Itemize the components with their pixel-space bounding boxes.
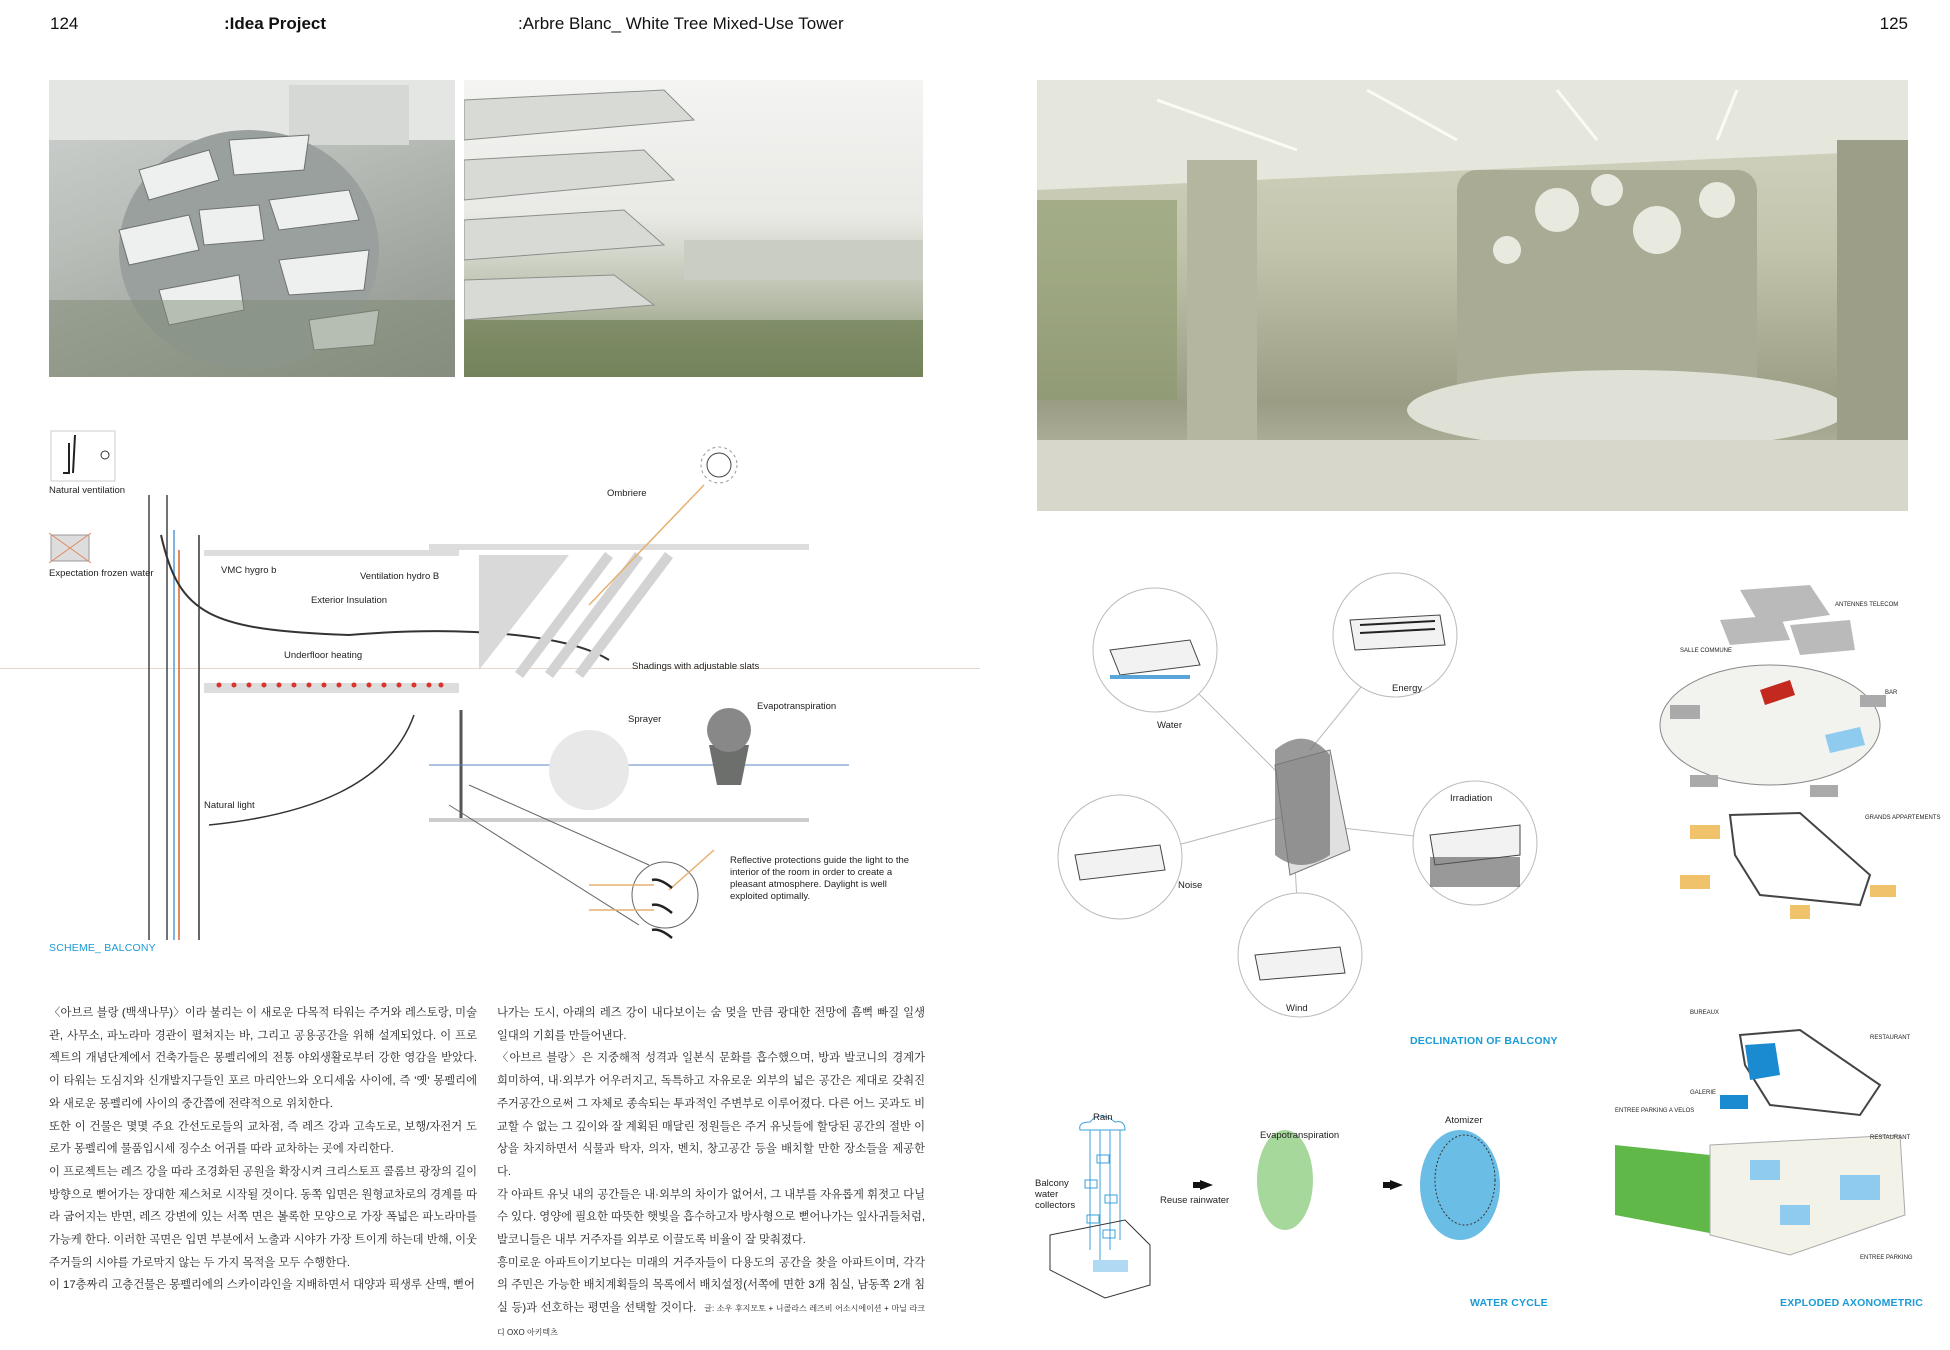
label-bureaux: BUREAUX bbox=[1690, 1010, 1720, 1016]
page-number-right: 125 bbox=[1879, 14, 1908, 33]
label-restaurant-2: RESTAURANT bbox=[1870, 1135, 1911, 1141]
paragraph bbox=[497, 1252, 925, 1345]
declination-caption: DECLINATION OF BALCONY bbox=[1410, 1035, 1558, 1047]
label-energy: Energy bbox=[1392, 683, 1423, 694]
label-natural-ventilation: Natural ventilation bbox=[49, 485, 126, 496]
label-restaurant: RESTAURANT bbox=[1870, 1035, 1911, 1041]
scheme-caption: SCHEME_ BALCONY bbox=[49, 942, 156, 954]
label-reuse: Reuse rainwater bbox=[1160, 1195, 1230, 1206]
author-credit: 글: 소우 후지모토 + 니콜라스 레즈비 어소시에이션 + 마닐 라크디 OXO 아키텍츠 bbox=[497, 1304, 926, 1337]
article-title: :Arbre Blanc_ White Tree Mixed-Use Tower bbox=[518, 14, 844, 33]
water-cycle-caption: WATER CYCLE bbox=[1470, 1297, 1548, 1309]
label-reflective: Reflective protections guide the light to the interior of the room in order to create a pleasant atmosphere. Daylight is well exploited optimally. bbox=[730, 855, 910, 902]
label-galerie: GALERIE bbox=[1690, 1090, 1717, 1096]
scheme-balcony-diagram bbox=[49, 425, 929, 940]
label-entree-velos: ENTREE PARKING A VELOS bbox=[1615, 1108, 1695, 1114]
paragraph: 〈아브르 블랑 (백색나무)〉이라 불리는 이 새로운 다목적 타워는 주거와 레스토랑, 미술관, 사무소, 파노라마 경관이 펼쳐지는 바, 그리고 공용공간을 위해 설계되었다. 이 프로젝트의 개념단계에서 건축가들은 몽펠리에의 전통 야외생활로부터 강한 영감을 받았다. 이 타워는 도심지와 신개발지구들인 포르 마리안느와 오디세움 사이에, 즉 '옛' 몽펠리에와 새로운 몽펠리에 사이의 중간쯤에 전략적으로 위치한다. bbox=[49, 1007, 477, 1110]
axonometric-caption: EXPLODED AXONOMETRIC bbox=[1780, 1297, 1924, 1309]
label-water: Water bbox=[1157, 720, 1182, 731]
label-salle: SALLE COMMUNE bbox=[1680, 648, 1733, 654]
label-collectors: Balcony water collectors bbox=[1035, 1178, 1076, 1211]
label-vmc: VMC hygro b bbox=[221, 565, 277, 576]
label-wind: Wind bbox=[1286, 1003, 1308, 1014]
label-rain: Rain bbox=[1093, 1112, 1113, 1123]
balcony-view-photo bbox=[464, 80, 923, 377]
label-shadings: Shadings with adjustable slats bbox=[632, 661, 760, 672]
label-exterior-insulation: Exterior Insulation bbox=[311, 595, 388, 606]
label-frozen-water: Expectation frozen water bbox=[49, 568, 154, 579]
page-number-left: 124 bbox=[50, 14, 79, 33]
paragraph-text: 흥미로운 아파트이기보다는 미래의 거주자들이 다용도의 공간을 찾을 아파트이며, 각각의 주민은 가능한 배치계획들의 목록에서 배치설정(서쪽에 면한 3개 침실, 남동쪽 2개 침실 등)과 선호하는 평면을 선택할 것이다. bbox=[497, 1256, 925, 1315]
paragraph: 나가는 도시, 아래의 레즈 강이 내다보이는 숨 멎을 만큼 광대한 전망에 흠뻑 빠질 일생 일대의 기회를 만들어낸다. bbox=[497, 1007, 925, 1042]
label-entree-parking: ENTREE PARKING bbox=[1860, 1255, 1913, 1261]
paragraph: 이 17층짜리 고층건물은 몽펠리에의 스카이라인을 지배하면서 대양과 픽생루 산맥, 뻗어 bbox=[49, 1279, 475, 1292]
body-column-2 bbox=[497, 1002, 925, 1345]
label-atomizer: Atomizer bbox=[1445, 1115, 1483, 1126]
paragraph: 이 프로젝트는 레즈 강을 따라 조경화된 공원을 확장시켜 크리스토프 콜롬브 광장의 길이방향으로 뻗어가는 장대한 제스처로 시작될 것이다. 동쪽 입면은 원형교차로의 경계를 따라 굽어지는 반면, 레즈 강변에 있는 서쪽 면은 볼록한 모양으로 가장 폭넓은 파노라마를 가능케 한다. 이러한 곡면은 입면 부분에서 노출과 시야가 가장 트이게 하는데 반해, 이웃 주거들의 시야를 가로막지 않는 두 가지 목적을 모두 수행한다. bbox=[49, 1165, 477, 1269]
paragraph: 각 아파트 유닛 내의 공간들은 내·외부의 차이가 없어서, 그 내부를 자유롭게 휘젓고 다닐 수 있다. 영양에 필요한 따뜻한 햇빛을 흡수하고자 방사형으로 뻗어나가는 잎사귀들처럼, 발코니들은 내부 거주자를 외부로 이끌도록 비율이 잘 맞춰졌다. bbox=[497, 1188, 925, 1247]
paragraph: 〈아브르 블랑〉은 지중해적 성격과 일본식 문화를 흡수했으며, 방과 발코니의 경계가 희미하여, 내·외부가 어우러지고, 독특하고 자유로운 외부의 넓은 공간은 제대로 갖춰진 주거공간으로써 그 자체로 종속되는 투과적인 주변부로 이루어졌다. 다른 어느 곳과도 비교할 수 없는 그 깊이와 잘 계획된 매달린 정원들은 주거 유닛들에 할당된 공간의 절반 이상을 차지하면서 식물과 탁자, 의자, 벤치, 창고공간 등을 배치할 만한 장소들을 제공한다. bbox=[497, 1052, 925, 1178]
label-irradiation: Irradiation bbox=[1450, 793, 1493, 804]
label-evapotranspiration: Evapotranspiration bbox=[757, 701, 837, 712]
section-label: :Idea Project bbox=[224, 14, 327, 33]
paragraph: 또한 이 건물은 몇몇 주요 간선도로들의 교차점, 즉 레즈 강과 고속도로, 보행/자전거 도로가 몽펠리에 물품입시세 징수소 어귀를 따라 교차하는 곳에 자리한다. bbox=[49, 1120, 477, 1156]
label-sprayer: Sprayer bbox=[628, 714, 662, 725]
label-evapotranspiration: Evapotranspiration bbox=[1260, 1130, 1340, 1141]
label-ombriere: Ombriere bbox=[607, 488, 647, 499]
label-underfloor-heating: Underfloor heating bbox=[284, 650, 363, 661]
label-antennes: ANTENNES TELECOM bbox=[1835, 602, 1899, 608]
label-noise: Noise bbox=[1178, 880, 1203, 891]
label-bar: BAR bbox=[1885, 690, 1898, 696]
declination-diagram bbox=[1050, 575, 1560, 1045]
water-cycle-diagram bbox=[1035, 1100, 1575, 1300]
exploded-axonometric-diagram bbox=[1610, 575, 1941, 1295]
label-natural-light: Natural light bbox=[204, 800, 255, 811]
label-ventilation-hydro: Ventilation hydro B bbox=[360, 571, 440, 582]
interior-bar-photo bbox=[1037, 80, 1908, 511]
body-column-1 bbox=[49, 1002, 477, 1297]
label-grands-appartements: GRANDS APPARTEMENTS bbox=[1865, 815, 1941, 821]
tower-aerial-photo bbox=[49, 80, 455, 377]
